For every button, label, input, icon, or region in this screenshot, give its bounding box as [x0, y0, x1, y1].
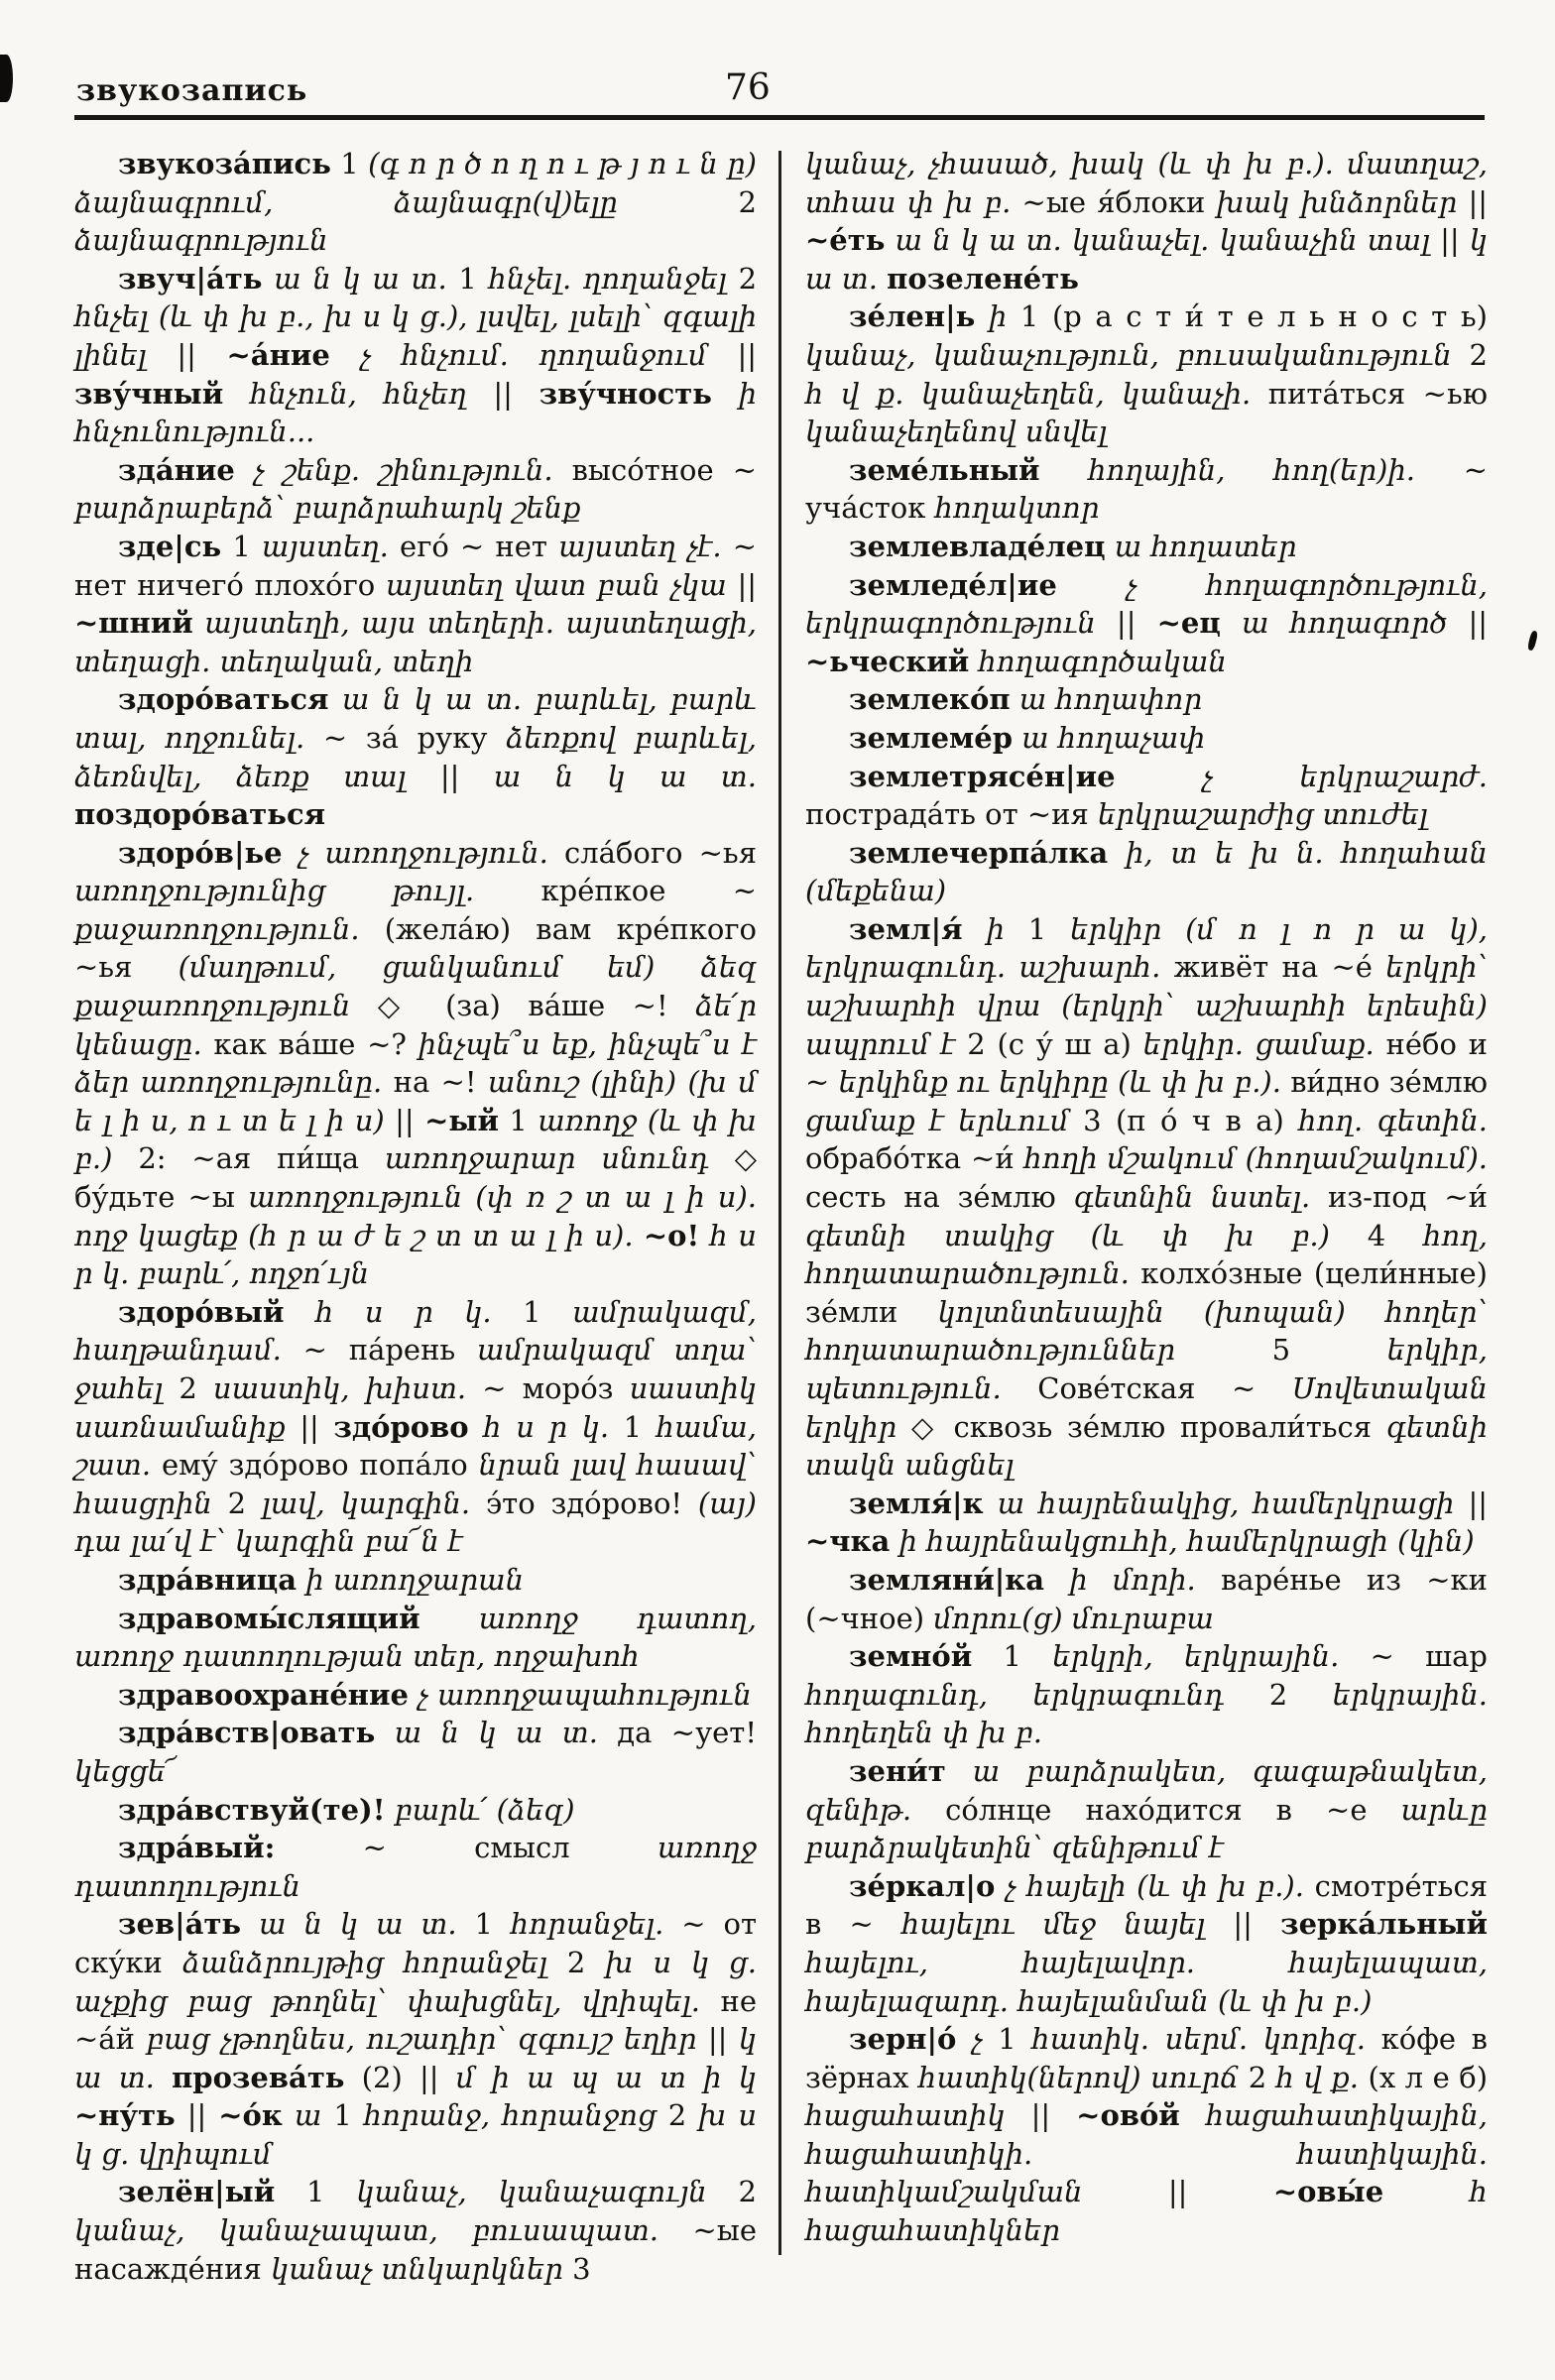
russian-text: как ва́ше ~? — [213, 1026, 419, 1061]
headword: здравоохране́ние — [118, 1677, 409, 1712]
headword: землетрясе́н|ие — [849, 759, 1116, 793]
russian-text: || — [1167, 2175, 1273, 2209]
headword: зда́ние — [118, 452, 235, 487]
russian-text: ~ от ску́ки — [74, 1907, 757, 1979]
russian-text: 3 (п о́ ч в а) — [1083, 1103, 1299, 1137]
armenian-text: հացահատիկ — [805, 2098, 1031, 2133]
armenian-text: (այ) դա լա՛վ է՝ կարգին բա՜ն է — [74, 1486, 757, 1559]
russian-text: варе́нье из ~ки (~чное) — [805, 1562, 1488, 1635]
armenian-text: ա — [282, 2098, 334, 2133]
russian-text: колхо́зные (цели́нные) зе́мли — [805, 1256, 1488, 1329]
headword: позелене́ть — [887, 261, 1079, 296]
russian-text: 2 (с у́ ш а) — [967, 1026, 1143, 1061]
armenian-text: մ ի ա պ ա տ ի կ — [455, 2060, 757, 2094]
headword: звуч|а́ть — [118, 261, 263, 296]
headword: земледе́л|ие — [849, 567, 1057, 602]
column-divider — [778, 151, 781, 2255]
russian-text: 1 — [458, 261, 489, 296]
armenian-text: երկինք ու երկիրը (և փ խ բ.). — [838, 1065, 1291, 1100]
armenian-text: ա հողաչափ — [1012, 720, 1206, 755]
armenian-text: հողագործական — [969, 644, 1227, 678]
headword: земно́й — [849, 1639, 973, 1674]
armenian-text: հայելու, հայելավոր. հայելապատ, հայելազարդ. հայելանման (և փ խ բ.) — [805, 1945, 1488, 2018]
russian-text: смотре́ться в ~ — [805, 1868, 1488, 1942]
armenian-text: այստեղ. — [261, 529, 401, 563]
russian-text: || — [493, 376, 539, 411]
armenian-text: կեցցե՜ — [74, 1753, 178, 1788]
headword: ~о! — [643, 1218, 700, 1252]
russian-text: 1 — [333, 2098, 364, 2133]
headword: звукоза́пись — [118, 147, 331, 180]
russian-text: || — [395, 1103, 425, 1137]
russian-text: ко́фе в зёрнах — [805, 2022, 1488, 2094]
russian-text: 1 — [623, 1409, 657, 1444]
russian-text: сла́бого ~ья — [563, 835, 757, 870]
armenian-text: երկրի, երկրային. — [1052, 1639, 1371, 1674]
dictionary-entry — [805, 1637, 1488, 1752]
armenian-text: նրան լավ հասավ՝ հասցրին — [74, 1448, 757, 1520]
armenian-text: սաստիկ, խիստ. — [212, 1371, 483, 1405]
dictionary-entry — [74, 1293, 757, 1561]
armenian-text: ա ն կ ա տ. բարևել, բարև տալ, ողջունել. — [74, 682, 757, 755]
armenian-text: չ շենք. շինություն. — [234, 452, 572, 487]
headword: землечерпа́лка — [849, 835, 1109, 870]
dictionary-entry — [805, 1867, 1488, 2020]
dictionary-entry — [805, 451, 1488, 528]
armenian-text: կանաչ տնկարկներ — [271, 2251, 573, 2286]
russian-text: || — [299, 1409, 334, 1444]
headword: зву́чный — [74, 376, 224, 411]
russian-text: ~ нет ничего́ плохо́го — [74, 529, 758, 602]
armenian-text: ա հողատեր — [1105, 529, 1297, 563]
russian-text: 2 — [738, 261, 758, 296]
russian-text: ви́дно зе́млю — [1290, 1065, 1488, 1100]
headword: землевладе́лец — [849, 529, 1106, 563]
armenian-text: կոլտնտեսային (խոպան) հողեր՝ հողատարածություններ — [805, 1294, 1488, 1368]
armenian-text: (մաղթում, ցանկանում եմ) ձեզ քաջառողջություն — [74, 950, 757, 1023]
armenian-text: խ ս կ ց. աչքից բաց թողնել՝ փախցնել, վրիպել. — [74, 1945, 758, 2018]
russian-text: 1 — [1027, 911, 1071, 946]
dictionary-entry — [805, 298, 1488, 450]
russian-text: (2) || — [344, 2060, 456, 2094]
russian-text: да ~ует! — [617, 1716, 757, 1750]
russian-text: ~ уча́сток — [805, 452, 1488, 526]
armenian-text: ա ն կ ա տ. — [375, 1716, 618, 1750]
dictionary-entry — [805, 719, 1488, 758]
russian-text: его́ ~ нет — [400, 529, 559, 563]
headword: земляни́|ка — [849, 1562, 1045, 1597]
armenian-text: խ ս կ ց. վրիպում — [74, 2098, 758, 2171]
armenian-text: ի, տ ե խ ն. հողահան (մեքենա) — [805, 835, 1488, 908]
russian-text: 1 — [972, 1639, 1053, 1674]
page-header — [74, 60, 1485, 109]
armenian-text: հնչուն, հնչեղ — [223, 376, 494, 411]
armenian-text: առողջությունից թույլ. — [74, 874, 541, 908]
headword: зе́ркал|о — [849, 1868, 996, 1903]
armenian-text: հ վ ք. կանաչեղեն, կանաչի. — [805, 376, 1268, 411]
armenian-text: (գ ո ր ծ ո ղ ո ւ թ յ ո ւ ն ը) ձայնագրում, ձայնագր(վ)ելը — [74, 147, 757, 219]
armenian-text: հնչել (և փ խ բ., խ ս կ ց.), լսվել, լսելի՝ զգալի լինել — [74, 299, 757, 372]
russian-text: 2 — [1469, 337, 1488, 372]
armenian-text: այստեղ չէ. — [558, 529, 733, 563]
armenian-text: հայելու մեջ նայել — [900, 1907, 1234, 1942]
russian-text: обрабо́тка ~и́ — [805, 1141, 1024, 1176]
dictionary-entry — [74, 1905, 757, 2173]
armenian-text: կանաչ, կանաչություն, բուսականություն — [805, 337, 1470, 372]
headword: здоро́ваться — [118, 682, 329, 717]
armenian-text: առողջարար սնունդ — [384, 1141, 735, 1176]
armenian-text: բարձրաբերձ՝ բարձրահարկ շենք — [74, 491, 581, 526]
russian-text: сесть на зе́млю — [805, 1180, 1074, 1215]
headword: здо́рово — [333, 1409, 469, 1444]
headword: зерка́льный — [1280, 1907, 1488, 1942]
headword: землеме́р — [849, 720, 1013, 755]
armenian-text: քաջառողջություն. — [74, 911, 385, 946]
armenian-text: երկրային. հողեղեն փ խ բ. — [805, 1677, 1488, 1750]
russian-text: || — [737, 567, 757, 602]
armenian-text: ձայնագրություն — [74, 223, 328, 258]
russian-text: ~ шар — [1370, 1639, 1489, 1674]
armenian-text: այստեղի, այս տեղերի. այստեղացի, տեղացի. տեղական, տեղի — [74, 606, 757, 678]
right-column — [805, 145, 1488, 2250]
headword: ~е́ть — [805, 223, 886, 258]
dictionary-entry — [74, 528, 757, 680]
russian-text: на ~! — [393, 1065, 488, 1100]
scan-artifact — [1527, 630, 1539, 651]
russian-text: Сове́тская ~ — [1037, 1371, 1292, 1405]
russian-text: ◇ (за) ва́ше ~! — [377, 989, 696, 1023]
russian-text: ему́ здо́рово попа́ло — [161, 1448, 479, 1483]
russian-text: живёт на ~е́ — [1173, 950, 1386, 985]
armenian-text: կ ա տ. — [805, 223, 1489, 296]
dictionary-entry — [74, 2173, 757, 2288]
dictionary-entry — [805, 566, 1488, 681]
headword: ~шний — [74, 606, 193, 641]
headword: поздоро́ваться — [74, 797, 326, 832]
armenian-text: գետնի տակից (և փ խ բ.) — [805, 1218, 1368, 1252]
russian-text: (жела́ю) вам кре́пкого ~ья — [74, 911, 757, 985]
headword: землеко́п — [849, 682, 1011, 717]
armenian-text: երկիր, պետություն. — [805, 1333, 1488, 1405]
armenian-text: ա ն կ ա տ. — [262, 261, 459, 296]
armenian-text: ձանձրույթից հորանջել — [181, 1945, 567, 1979]
armenian-text: սաստիկ սառնամանիք — [74, 1371, 758, 1444]
armenian-text: հողի մշակում (հողամշակում). — [1023, 1141, 1488, 1176]
armenian-text: հացահատիկային, հացահատիկի. հատիկային. հատիկամշակման — [805, 2098, 1488, 2209]
headword: зву́чность — [538, 376, 712, 411]
armenian-text: հող, հողատարածություն. — [805, 1218, 1488, 1291]
russian-text: 2 — [179, 1371, 213, 1405]
russian-text: || — [439, 759, 494, 793]
russian-text: || — [1233, 1907, 1281, 1942]
armenian-text: անուշ (լինի) (խ մ ե լ ի ս, ո ւ տ ե լ ի ս) — [74, 1065, 757, 1137]
russian-text: ◇ сквозь зе́млю провали́ться — [910, 1409, 1386, 1444]
russian-text: ~ые насажде́ния — [74, 2213, 757, 2286]
entry-continuation — [805, 145, 1488, 298]
armenian-text: ի հնչունություն... — [74, 376, 757, 449]
armenian-text: երկրաշարժից տուժել — [1097, 797, 1428, 832]
armenian-text: ի — [975, 299, 1020, 334]
armenian-text: հ ս ր կ. բարև՛, ողջո՛ւյն — [74, 1218, 757, 1291]
armenian-text: հ ս ր կ. — [284, 1294, 524, 1329]
dictionary-entry — [74, 1600, 757, 1676]
russian-text: 1 — [998, 2022, 1032, 2057]
russian-text: || — [1468, 1486, 1488, 1520]
armenian-text: ի առողջարան — [297, 1562, 525, 1597]
armenian-text: ա ն կ ա տ. — [493, 759, 757, 793]
armenian-text: ի — [962, 911, 1028, 946]
armenian-text: հողագունդ, երկրագունդ — [805, 1677, 1269, 1712]
russian-text: 2 — [566, 1945, 606, 1979]
russian-text: 2 — [1268, 1677, 1333, 1712]
headword: ~овы́е — [1272, 2175, 1384, 2209]
headword: ~ец — [1156, 606, 1221, 641]
armenian-text: առողջ դատող, առողջ դատողության տեր, ողջախոհ — [74, 1601, 757, 1674]
running-head: звукозапись — [76, 73, 308, 108]
armenian-text: ի հայրենակցուհի, համերկրացի (կին) — [890, 1524, 1475, 1559]
armenian-text: գետնի տակն անցնել — [805, 1409, 1488, 1483]
armenian-text: բարև՛ (ձեզ) — [385, 1792, 575, 1827]
dictionary-entry — [805, 2020, 1488, 2250]
armenian-text: լավ, կարգին. — [261, 1486, 486, 1520]
russian-text: || — [1440, 223, 1470, 258]
dictionary-entry — [74, 1829, 757, 1905]
headword: ~а́ние — [226, 337, 330, 372]
russian-text: ~ые я́блоки — [1021, 184, 1217, 219]
armenian-text: ամրակազմ, հաղթանդամ. — [74, 1294, 758, 1368]
dictionary-entry — [74, 1561, 757, 1600]
headword: ~ну́ть — [74, 2098, 176, 2133]
armenian-text: կանաչ, կանաչապատ, բուսապատ. — [74, 2213, 693, 2248]
russian-text: || — [175, 2098, 219, 2133]
header-rule — [74, 115, 1485, 120]
armenian-text: ինչպե՞ս եք, ինչպե՞ս է ձեր առողջությունը. — [74, 1026, 757, 1100]
russian-text: || — [1468, 606, 1488, 641]
headword: зе́лен|ь — [849, 299, 976, 334]
headword: зерн|о́ — [849, 2022, 957, 2057]
armenian-text: կանաչ, կանաչագույն — [356, 2175, 739, 2209]
russian-text: ~ па́рень — [302, 1333, 477, 1368]
russian-text: 1 (р а с т и́ т е л ь н о с т ь) — [1019, 299, 1488, 334]
dictionary-entry — [74, 260, 757, 451]
armenian-text: խակ խնձորներ — [1216, 184, 1469, 219]
headword: земл|я́ — [849, 911, 963, 946]
armenian-text: ա հողափոր — [1010, 682, 1203, 717]
headword: зелён|ый — [118, 2175, 276, 2209]
armenian-text: հատիկ. սերմ. կորիզ. — [1031, 2022, 1381, 2057]
dictionary-entry — [74, 451, 757, 528]
armenian-text: հորանջ, հորանջոց — [363, 2098, 668, 2133]
armenian-text: ցամաք է երևում — [805, 1103, 1084, 1137]
russian-text: 4 — [1367, 1218, 1424, 1252]
russian-text: из-под ~и́ — [1328, 1180, 1488, 1215]
armenian-text: չ առողջապահություն — [408, 1677, 752, 1712]
left-column — [74, 145, 757, 2288]
dictionary-entry — [805, 1752, 1488, 1867]
headword: здра́вница — [118, 1562, 298, 1597]
russian-text: 2 — [1248, 2060, 1276, 2094]
armenian-text: արևը բարձրակետին՝ զենիթում է — [805, 1792, 1489, 1865]
russian-text: высо́тное ~ — [571, 452, 757, 487]
armenian-text: առողջություն (փ ռ շ տ ա լ ի ս). ողջ կացեք (հ ր ա ժ ե շ տ տ ա լ ի ս). — [74, 1180, 757, 1252]
armenian-text: հատիկ(ներով) սուրճ — [918, 2060, 1249, 2094]
armenian-text: ձե՛ր կենացը. — [74, 989, 757, 1061]
dictionary-entry — [74, 1791, 757, 1830]
armenian-text: հ հացահատիկներ — [805, 2175, 1489, 2248]
russian-text: не ~а́й — [74, 1983, 757, 2057]
headword: ~ьческий — [805, 644, 970, 678]
armenian-text: կանաչեղենով սնվել — [805, 415, 1108, 449]
dictionary-entry — [74, 1676, 757, 1715]
armenian-text: ա ն կ ա տ. — [241, 1907, 475, 1942]
armenian-text: երկիր (մ ո լ ո ր ա կ), երկրագունդ. աշխարհ. — [805, 911, 1488, 985]
russian-text: ~ моро́з — [482, 1371, 630, 1405]
russian-text: 2: ~ая пи́ща — [138, 1141, 385, 1176]
armenian-text: չ հնչում. ղողանջում — [329, 337, 738, 372]
armenian-text: ի մորի. — [1044, 1562, 1221, 1597]
armenian-text: հ ս ր կ. — [468, 1409, 624, 1444]
headword: ~ово́й — [1076, 2098, 1180, 2133]
armenian-text: համա, շատ. — [74, 1409, 758, 1483]
russian-text: || — [737, 337, 757, 372]
russian-text: не́бо и ~ — [805, 1026, 1488, 1100]
scan-artifact — [0, 55, 13, 102]
russian-text: || — [177, 337, 227, 372]
dictionary-entry — [74, 1714, 757, 1790]
dictionary-entry — [805, 528, 1488, 566]
headword: зев|а́ть — [118, 1907, 242, 1942]
dictionary-entry — [805, 680, 1488, 719]
headword: ~о́к — [218, 2098, 283, 2133]
russian-text: 2 — [667, 2098, 699, 2133]
armenian-text: բաց չթողնես, ուշադիր՝ զգույշ եղիր — [146, 2022, 708, 2057]
headword: зде|сь — [118, 529, 222, 563]
headword: земля́|к — [849, 1486, 984, 1520]
russian-text: ~ за́ руку — [322, 720, 507, 755]
armenian-text: առողջ դատողություն — [74, 1831, 757, 1903]
dictionary-entry — [74, 834, 757, 1293]
russian-text: 2 — [738, 2175, 757, 2209]
russian-text: 1 — [221, 529, 262, 563]
headword: здравомы́слящий — [118, 1601, 420, 1635]
armenian-text: ա բարձրակետ, գագաթնակետ, զենիթ. — [805, 1753, 1488, 1827]
russian-text: 2 — [738, 184, 757, 219]
armenian-text: կանաչ, չհասած, խակ (և փ խ բ.). մատղաշ, տհաս փ խ բ. — [805, 147, 1488, 219]
headword: здоро́вый — [118, 1294, 285, 1329]
russian-text: || — [1468, 184, 1488, 219]
armenian-text: հորանջել. — [510, 1907, 682, 1942]
armenian-text: Սովետական երկիր — [805, 1371, 1488, 1444]
armenian-text: հող. գետին. — [1298, 1103, 1489, 1137]
dictionary-entry — [74, 145, 757, 260]
armenian-text: չ երկրաշարժ. — [1115, 759, 1488, 793]
armenian-text: երկիր. ցամաք. — [1142, 1026, 1386, 1061]
headword: зени́т — [849, 1753, 946, 1788]
russian-text: 1 — [499, 1103, 538, 1137]
armenian-text: չ — [956, 2022, 999, 2057]
headword: здра́вств|овать — [118, 1716, 376, 1750]
headword: здра́вый: — [118, 1831, 276, 1865]
armenian-text: երկրի՝ աշխարհի վրա (երկրի՝ աշխարհի երեսին) ապրում է — [805, 950, 1488, 1061]
russian-text: пита́ться ~ью — [1267, 376, 1488, 411]
armenian-text: ձեռքով բարևել, ձեռնվել, ձեռք տալ — [74, 720, 758, 793]
armenian-text: մորու(ց) մուրաբա — [933, 1601, 1214, 1635]
dictionary-entry — [805, 1485, 1488, 1561]
armenian-text: ա հայրենակից, համերկրացի — [983, 1486, 1469, 1520]
armenian-text: այստեղ վատ բան չկա — [385, 567, 738, 602]
dictionary-entry — [74, 680, 757, 833]
headword: ~чка — [805, 1524, 891, 1559]
armenian-text: չ առողջություն. — [282, 835, 564, 870]
russian-text: || — [1030, 2098, 1077, 2133]
russian-text: 5 — [1271, 1333, 1387, 1368]
dictionary-entry — [805, 1561, 1488, 1637]
russian-text: э́то здо́рово! — [485, 1486, 698, 1520]
dictionary-entry — [805, 834, 1488, 910]
armenian-text: հ վ ք. — [1275, 2060, 1369, 2094]
page-number: 76 — [725, 67, 771, 108]
russian-text: со́лнце нахо́дится в ~е — [945, 1792, 1401, 1827]
armenian-text: ա հողագործ — [1220, 606, 1469, 641]
armenian-text: չ հողագործություն, երկրագործություն — [805, 567, 1488, 641]
russian-text: ◇ бу́дьте ~ы — [74, 1141, 758, 1215]
russian-text: || — [707, 2022, 739, 2057]
armenian-text: հողային, հող(եր)ի. — [1039, 452, 1464, 487]
russian-text: (х л е б) — [1368, 2060, 1489, 2094]
russian-text: 2 — [227, 1486, 262, 1520]
russian-text: 1 — [474, 1907, 511, 1942]
russian-text: 1 — [330, 147, 369, 180]
headword: прозева́ть — [172, 2060, 345, 2094]
armenian-text: ամրակազմ տղա՝ ջահել — [74, 1333, 757, 1405]
armenian-text: հնչել. ղողանջել — [488, 261, 739, 296]
headword: земе́льный — [849, 452, 1040, 487]
headword: ~ый — [424, 1103, 500, 1137]
russian-text: 1 — [275, 2175, 357, 2209]
russian-text: || — [1116, 606, 1157, 641]
armenian-text: ա ն կ ա տ. կանաչել. կանաչին տալ — [885, 223, 1441, 258]
armenian-text: չ հայելի (և փ խ բ.). — [995, 1868, 1315, 1903]
armenian-text: գետնին նստել. — [1073, 1180, 1329, 1215]
dictionary-entry — [805, 758, 1488, 834]
russian-text: 3 — [572, 2251, 591, 2286]
russian-text: пострада́ть от ~ия — [805, 797, 1098, 832]
russian-text: кре́пкое ~ — [540, 874, 758, 908]
armenian-text: կ ա տ. — [74, 2022, 757, 2094]
headword: здра́вствуй(те)! — [118, 1792, 386, 1827]
dictionary-entry — [805, 910, 1488, 1485]
russian-text: 1 — [523, 1294, 573, 1329]
armenian-text: հողակտոր — [934, 491, 1100, 526]
russian-text: ~ смысл — [275, 1831, 658, 1865]
headword: здоро́в|ье — [118, 835, 283, 870]
armenian-text: առողջ (և փ խ բ.) — [74, 1103, 758, 1176]
